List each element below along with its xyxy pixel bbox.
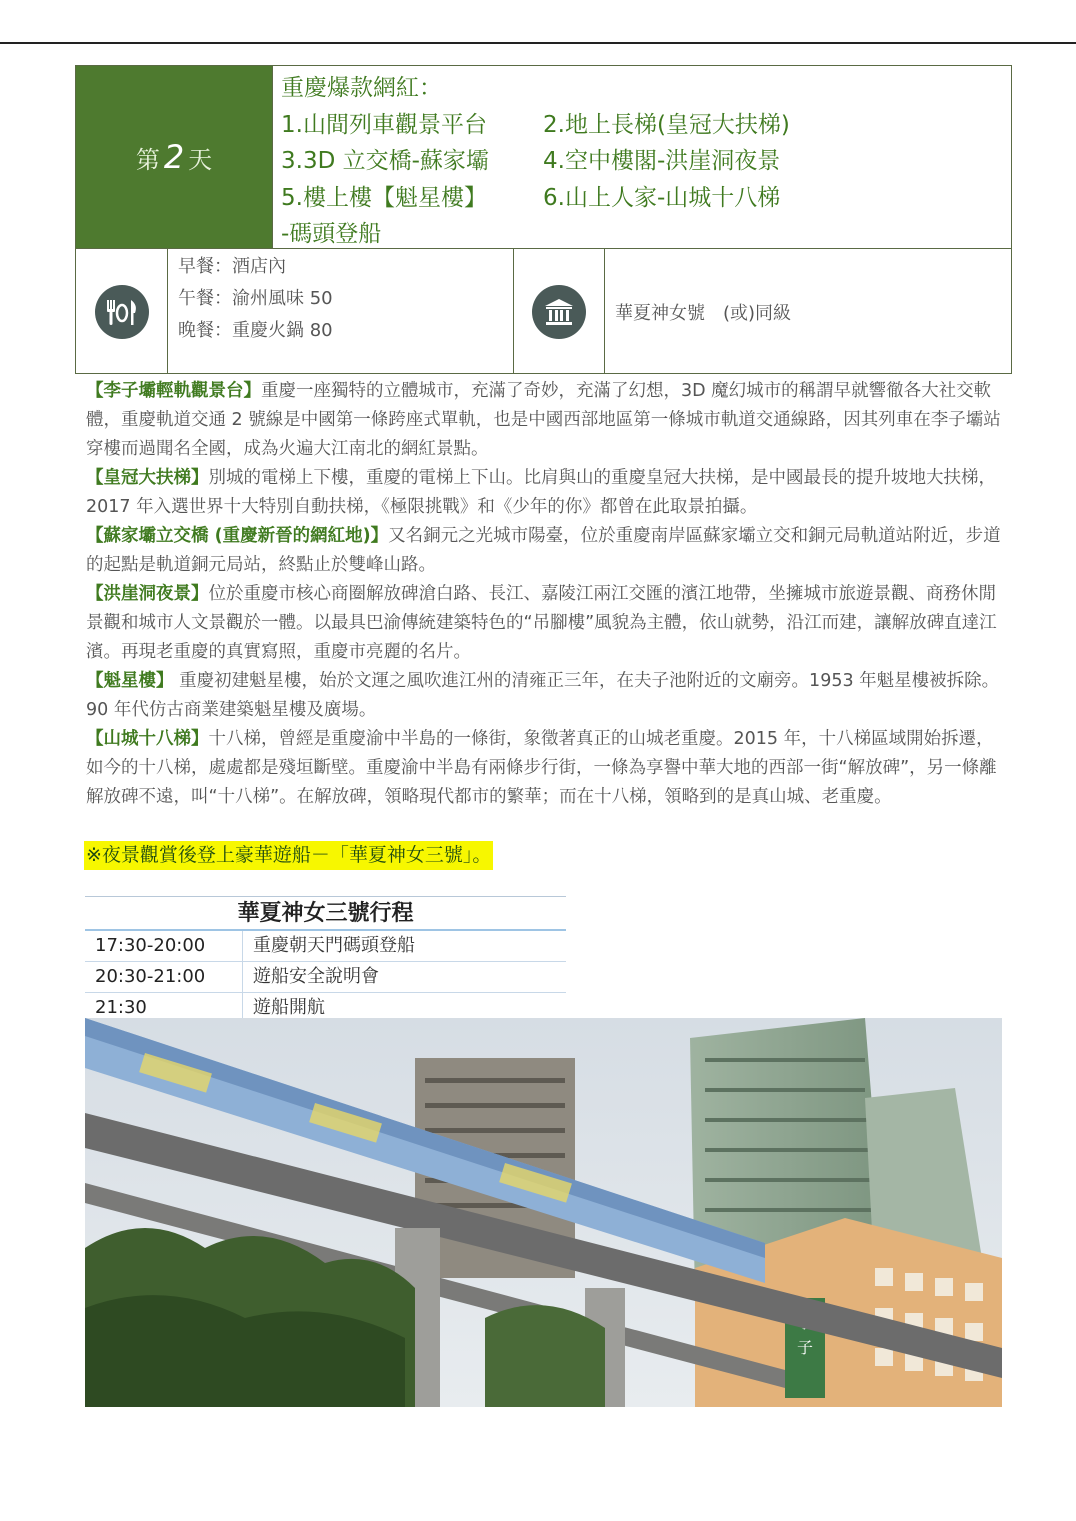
title-item: 2.地上長梯(皇冠大扶梯) (543, 111, 790, 138)
paragraph-heading: 【山城十八梯】 (86, 729, 209, 749)
paragraph-heading: 【洪崖洞夜景】 (86, 584, 209, 604)
itinerary-desc: 遊船開航 (253, 997, 325, 1018)
meal-icon-cell (76, 249, 168, 374)
title-item: 4.空中樓閣-洪崖洞夜景 (543, 148, 781, 174)
itinerary-desc: 重慶朝天門碼頭登船 (253, 935, 415, 956)
svg-text:子: 子 (796, 1338, 814, 1357)
paragraph-text: 別城的電梯上下樓，重慶的電梯上下山。比肩與山的重慶皇冠大扶梯，是中國最長的提升坡地大扶梯，2017 年入選世界十大特別自動扶梯，《極限挑戰》和《少年的你》都曾在此取景拍攝。 (86, 468, 996, 517)
title-heading: 重慶爆款網紅： (281, 75, 442, 101)
breakfast: 早餐：酒店內 (178, 256, 286, 277)
table-row (85, 931, 566, 962)
paragraph (86, 464, 1002, 522)
paragraph-text: 重慶初建魁星樓，始於文運之風吹進江州的清雍正三年，在夫子池附近的文廟旁。1953 年魁星樓被拆除。90 年代仿古商業建築魁星樓及廣場。 (86, 671, 1000, 720)
title-tail: -碼頭登船 (281, 221, 382, 247)
paragraph (86, 580, 1002, 667)
utensils-icon (95, 285, 149, 339)
paragraph-heading: 【蘇家壩立交橋 (重慶新晉的網紅地)】 (86, 526, 389, 546)
paragraph-text: 位於重慶市核心商圈解放碑滄白路、長江、嘉陵江兩江交匯的濱江地帶，坐擁城市旅遊景觀、商務休閒景觀和城市人文景觀於一體。以最具巴渝傳統建築特色的“吊腳樓”風貌為主體，依山就勢，沿江而建，讓解放碑直達江濱。再現老重慶的真實寫照，重慶市亮麗的名片。 (86, 584, 997, 662)
day-suffix: 天 (188, 145, 213, 174)
monorail-photo (85, 1018, 1002, 1407)
paragraph (86, 522, 1002, 580)
paragraph-heading: 【皇冠大扶梯】 (86, 468, 209, 488)
attractions-description (86, 377, 1002, 812)
paragraph-text: 重慶一座獨特的立體城市，充滿了奇妙，充滿了幻想，3D 魔幻城市的稱謂早就響徹各大社交軟體，重慶軌道交通 2 號線是中國第一條跨座式單軌，也是中國西部地區第一條城市軌道交通線路，因其列車在李子壩站穿樓而過聞名全國，成為火遍大江南北的網紅景點。 (86, 381, 1001, 459)
title-item: 3.3D 立交橋-蘇家壩 (281, 148, 489, 174)
paragraph (86, 725, 1002, 812)
paragraph-heading: 【魁星樓】 (86, 671, 174, 691)
cruise-itinerary-table (85, 896, 566, 1023)
itinerary-title: 華夏神女三號行程 (85, 897, 566, 931)
day-table (75, 65, 1012, 374)
accommodation: 華夏神女號 (或)同級 (615, 302, 792, 324)
day-number: 2 (163, 138, 185, 176)
paragraph-text: 十八梯，曾經是重慶渝中半島的一條街，象徵著真正的山城老重慶。2015 年，十八梯區域開始拆遷，如今的十八梯，處處都是殘垣斷壁。重慶渝中半島有兩條步行街，一條為享譽中華大地的西部一街“解放碑”，另一條離解放碑不遠，叫“十八梯”。在解放碑，領略現代都市的繁華；而在十八梯，領略到的是真山城、老重慶。 (86, 729, 997, 807)
paragraph-heading: 【李子壩輕軌觀景台】 (86, 381, 261, 401)
paragraph (86, 377, 1002, 464)
itinerary-time: 17:30-20:00 (85, 931, 243, 961)
paragraph (86, 667, 1002, 725)
dinner: 晚餐：重慶火鍋 80 (178, 320, 333, 341)
day-label (76, 66, 272, 248)
title-item: 6.山上人家-山城十八梯 (543, 184, 781, 211)
cruise-highlight: ※夜景觀賞後登上豪華遊船－「華夏神女三號」。 (84, 841, 493, 870)
hotel-icon-cell (514, 249, 605, 374)
itinerary-time: 20:30-21:00 (85, 962, 243, 992)
top-rule (0, 42, 1076, 44)
itinerary-desc: 遊船安全說明會 (253, 966, 379, 987)
day-prefix: 第 (135, 145, 160, 174)
lunch: 午餐：渝州風味 50 (178, 288, 333, 309)
table-row (85, 962, 566, 993)
title-item: 5.樓上樓【魁星樓】 (281, 184, 487, 211)
meals (168, 249, 514, 374)
paragraph-text: 又名銅元之光城市陽臺，位於重慶南岸區蘇家壩立交和銅元局軌道站附近，步道的起點是軌道銅元局站，終點止於雙峰山路。 (86, 526, 1001, 575)
title-item: 1.山間列車觀景平台 (281, 111, 487, 138)
day-title (272, 66, 1012, 248)
building-icon (532, 285, 586, 339)
itinerary-time: 21:30 (85, 993, 243, 1023)
